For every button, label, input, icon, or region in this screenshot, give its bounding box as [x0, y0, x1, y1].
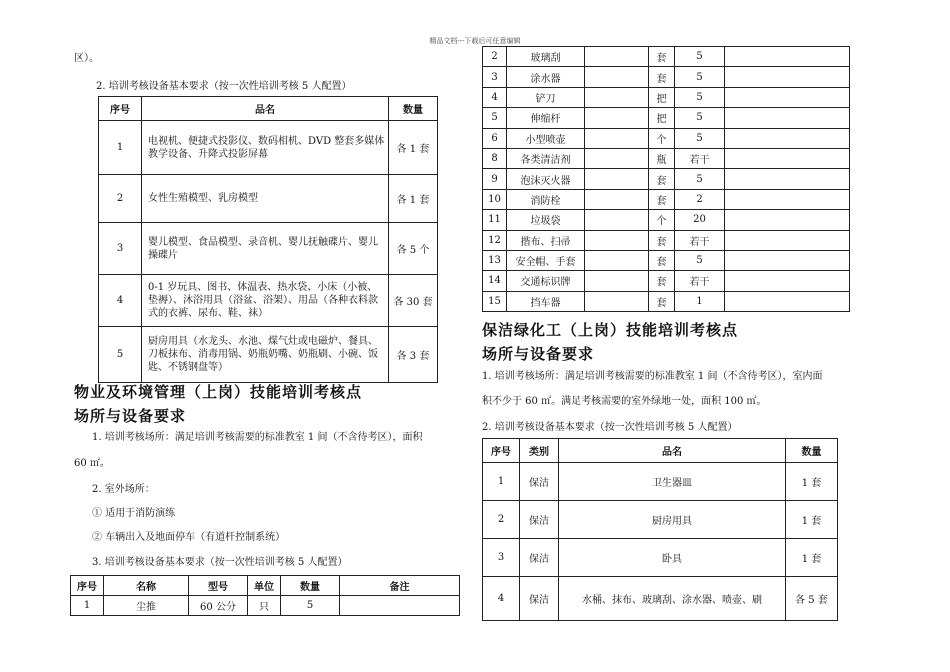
row-note	[725, 210, 850, 230]
equipment-table-4	[482, 438, 838, 621]
row-no: 9	[483, 169, 507, 189]
row-name: 卫生器皿	[559, 463, 786, 501]
row-name: 电视机、便捷式投影仪、数码相机、DVD 整套多媒体教学设备、升降式投影屏幕	[142, 121, 389, 175]
parking-text: ② 车辆出入及地面停车（有道杆控制系统）	[92, 532, 286, 543]
row-no: 3	[483, 539, 520, 577]
row-unit: 个	[649, 128, 675, 148]
row-qty: 1	[675, 291, 725, 311]
row-qty: 2	[675, 189, 725, 209]
table-row	[99, 175, 438, 223]
page-header-note: 精品文档---下载后可任意编辑	[429, 37, 521, 45]
row-model	[585, 108, 649, 128]
row-name: 伸缩杆	[507, 108, 585, 128]
row-note	[725, 128, 850, 148]
row-qty: 1 套	[786, 463, 838, 501]
row-qty: 1 套	[786, 539, 838, 577]
row-name: 交通标识牌	[507, 271, 585, 291]
table-row	[99, 223, 438, 275]
row-qty: 若干	[675, 148, 725, 168]
row-no: 2	[483, 47, 507, 67]
row-note	[725, 108, 850, 128]
row-name: 厨房用具（水龙头、水池、煤气灶或电磁炉、餐具、刀板抹布、消毒用锅、奶瓶奶嘴、奶瓶刷、小碗、饭匙、不锈钢盘等）	[142, 327, 389, 383]
table-row	[483, 47, 850, 67]
row-unit: 套	[649, 189, 675, 209]
row-category: 保洁	[520, 577, 559, 621]
row-qty: 5	[675, 47, 725, 67]
equipment-table-1	[98, 96, 438, 383]
row-no: 2	[99, 175, 142, 223]
table-row	[483, 539, 838, 577]
row-unit: 套	[649, 250, 675, 270]
col-header-name: 品名	[142, 97, 389, 121]
table-row	[483, 169, 850, 189]
row-name: 揩布、扫帚	[507, 230, 585, 250]
row-no: 1	[71, 596, 104, 616]
row-no: 5	[99, 327, 142, 383]
equipment-table-2	[70, 575, 460, 616]
row-name: 水桶、抹布、玻璃刮、涂水器、喷壶、刷	[559, 577, 786, 621]
row-qty: 1 套	[786, 501, 838, 539]
row-unit: 套	[649, 47, 675, 67]
row-name: 厨房用具	[559, 501, 786, 539]
row-name: 小型喷壶	[507, 128, 585, 148]
equipment-requirement-title-2: 3. 培训考核设备基本要求（按一次性培训考核 5 人配置）	[92, 557, 348, 568]
col-header-category: 类别	[520, 439, 559, 463]
row-name: 泡沫灭火器	[507, 169, 585, 189]
col-header-no: 序号	[99, 97, 142, 121]
section-title-property: 物业及环境管理（上岗）技能培训考核点	[74, 383, 363, 401]
col-header-qty: 数量	[389, 97, 438, 121]
row-category: 保洁	[520, 463, 559, 501]
row-no: 3	[99, 223, 142, 275]
row-unit: 个	[649, 210, 675, 230]
row-qty: 各 3 套	[389, 327, 438, 383]
row-no: 4	[483, 577, 520, 621]
venue-area-text-right: 积不少于 60 ㎡。满足考核需要的室外绿地一处，面积 100 ㎡。	[482, 396, 767, 407]
row-unit: 套	[649, 67, 675, 87]
table-row	[483, 108, 850, 128]
row-qty: 5	[675, 128, 725, 148]
row-model	[585, 169, 649, 189]
fire-drill-text: ① 适用于消防演练	[92, 508, 176, 519]
row-category: 保洁	[520, 501, 559, 539]
row-qty: 各 30 套	[389, 275, 438, 327]
row-model	[585, 271, 649, 291]
row-no: 6	[483, 128, 507, 148]
row-note	[725, 189, 850, 209]
table-row	[483, 271, 850, 291]
row-no: 4	[99, 275, 142, 327]
col-header-name: 品名	[559, 439, 786, 463]
row-model	[585, 128, 649, 148]
equipment-requirement-title: 2. 培训考核设备基本要求（按一次性培训考核 5 人配置）	[96, 81, 352, 92]
row-qty: 各 1 套	[389, 121, 438, 175]
row-no: 2	[483, 501, 520, 539]
row-no: 8	[483, 148, 507, 168]
table-row	[483, 577, 838, 621]
row-no: 14	[483, 271, 507, 291]
intro-tail-text: 区）。	[74, 53, 99, 64]
table-row	[483, 250, 850, 270]
col-header-model: 型号	[189, 576, 248, 596]
row-note	[725, 67, 850, 87]
row-no: 5	[483, 108, 507, 128]
row-note	[725, 230, 850, 250]
table-row	[99, 121, 438, 175]
row-note	[340, 596, 460, 616]
row-qty: 各 1 套	[389, 175, 438, 223]
venue-requirement-text-right: 1. 培训考核场所：满足培训考核需要的标准教室 1 间（不含待考区），室内面	[482, 371, 823, 382]
col-header-unit: 单位	[248, 576, 281, 596]
col-header-name: 名称	[104, 576, 189, 596]
row-name: 玻璃刮	[507, 47, 585, 67]
table-row	[99, 275, 438, 327]
row-no: 1	[99, 121, 142, 175]
row-model	[585, 189, 649, 209]
row-no: 15	[483, 291, 507, 311]
row-qty: 5	[675, 169, 725, 189]
outdoor-venue-text: 2. 室外场所：	[92, 484, 155, 495]
row-qty: 若干	[675, 230, 725, 250]
row-no: 4	[483, 87, 507, 107]
row-no: 12	[483, 230, 507, 250]
row-no: 10	[483, 189, 507, 209]
row-no: 1	[483, 463, 520, 501]
row-no: 11	[483, 210, 507, 230]
section-subtitle-cleaning: 场所与设备要求	[482, 345, 595, 363]
row-note	[725, 271, 850, 291]
row-name: 涂水器	[507, 67, 585, 87]
row-name: 尘推	[104, 596, 189, 616]
table-row	[483, 189, 850, 209]
row-no: 13	[483, 250, 507, 270]
row-note	[725, 148, 850, 168]
row-note	[725, 250, 850, 270]
row-qty: 5	[675, 67, 725, 87]
row-unit: 套	[649, 230, 675, 250]
row-qty: 若干	[675, 271, 725, 291]
table-row	[483, 87, 850, 107]
col-header-no: 序号	[483, 439, 520, 463]
table-header-row	[483, 439, 838, 463]
table-row	[483, 463, 838, 501]
row-name: 卧具	[559, 539, 786, 577]
col-header-qty: 数量	[281, 576, 340, 596]
row-name: 0-1 岁玩具、图书、体温表、热水袋、小床（小被、垫褥）、沐浴用具（浴盆、浴架）、用品（各种衣料款式的衣裤、尿布、鞋、袜）	[142, 275, 389, 327]
row-qty: 20	[675, 210, 725, 230]
row-qty: 5	[675, 87, 725, 107]
row-model	[585, 230, 649, 250]
row-category: 保洁	[520, 539, 559, 577]
row-model	[585, 87, 649, 107]
section-title-cleaning: 保洁绿化工（上岗）技能培训考核点	[482, 321, 739, 339]
venue-requirement-text: 1. 培训考核场所：满足培训考核需要的标准教室 1 间（不含待考区），面积	[92, 432, 423, 443]
row-note	[725, 87, 850, 107]
row-note	[725, 47, 850, 67]
table-row	[483, 501, 838, 539]
row-qty: 5	[281, 596, 340, 616]
row-name: 垃圾袋	[507, 210, 585, 230]
row-name: 安全帽、手套	[507, 250, 585, 270]
col-header-qty: 数量	[786, 439, 838, 463]
row-unit: 把	[649, 108, 675, 128]
col-header-no: 序号	[71, 576, 104, 596]
table-row	[99, 327, 438, 383]
row-model	[585, 67, 649, 87]
row-model	[585, 291, 649, 311]
row-unit: 套	[649, 291, 675, 311]
section-subtitle-property: 场所与设备要求	[74, 407, 187, 425]
table-row	[483, 67, 850, 87]
row-name: 挡车器	[507, 291, 585, 311]
venue-area-text: 60 ㎡。	[74, 458, 110, 469]
row-model	[585, 148, 649, 168]
table-row	[483, 128, 850, 148]
row-unit: 瓶	[649, 148, 675, 168]
table-row	[483, 230, 850, 250]
row-name: 各类清洁剂	[507, 148, 585, 168]
row-unit: 只	[248, 596, 281, 616]
table-row	[483, 291, 850, 311]
table-row	[483, 148, 850, 168]
table-header-row	[71, 576, 460, 596]
row-qty: 各 5 个	[389, 223, 438, 275]
row-qty: 5	[675, 250, 725, 270]
row-qty: 各 5 套	[786, 577, 838, 621]
table-row	[483, 210, 850, 230]
row-name: 女性生殖模型、乳房模型	[142, 175, 389, 223]
row-unit: 套	[649, 169, 675, 189]
equipment-requirement-title-right: 2. 培训考核设备基本要求（按一次性培训考核 5 人配置）	[482, 422, 738, 433]
table-row	[71, 596, 460, 616]
row-note	[725, 291, 850, 311]
row-model	[585, 250, 649, 270]
row-qty: 5	[675, 108, 725, 128]
row-name: 铲刀	[507, 87, 585, 107]
row-name: 消防栓	[507, 189, 585, 209]
row-name: 婴儿模型、食品模型、录音机、婴儿抚触碟片、婴儿操碟片	[142, 223, 389, 275]
equipment-table-3	[482, 46, 850, 312]
row-model	[585, 47, 649, 67]
row-no: 3	[483, 67, 507, 87]
row-note	[725, 169, 850, 189]
table-header-row	[99, 97, 438, 121]
row-model	[585, 210, 649, 230]
row-model: 60 公分	[189, 596, 248, 616]
row-unit: 套	[649, 271, 675, 291]
col-header-note: 备注	[340, 576, 460, 596]
row-unit: 把	[649, 87, 675, 107]
